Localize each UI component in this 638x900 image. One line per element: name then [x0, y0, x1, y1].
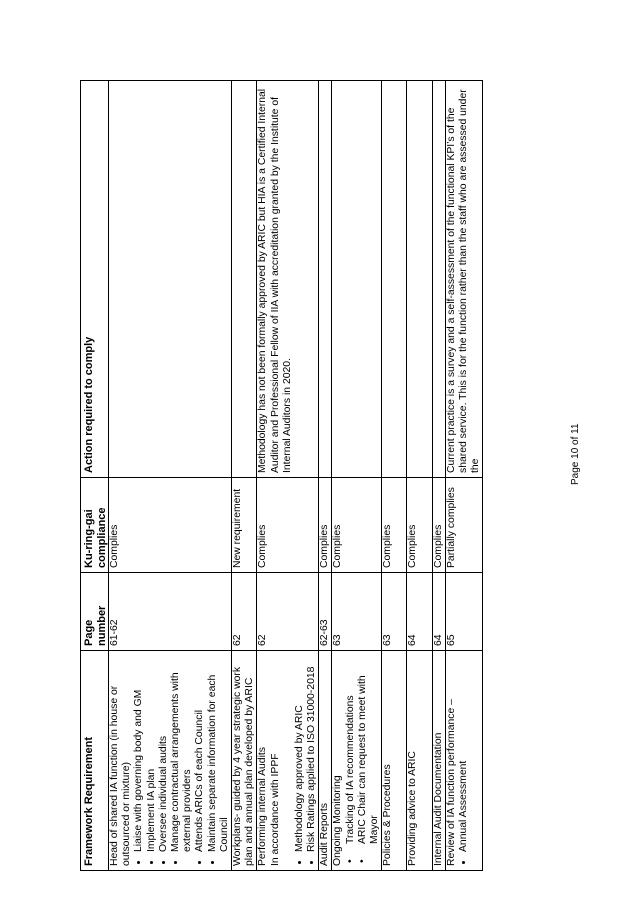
requirement-cell — [109, 651, 232, 871]
action-cell — [332, 81, 382, 478]
requirement-cell — [407, 651, 432, 871]
blank-line — [282, 655, 294, 866]
requirement-bullets — [345, 655, 382, 866]
table-row — [407, 81, 432, 871]
table-row — [445, 81, 483, 871]
action-cell — [319, 81, 332, 478]
compliance-cell: Complies — [319, 478, 332, 573]
action-cell: Current practice is a survey and a self-assessment of the functional KPI’s of the shared service. This is for the function rather than the staff who are assessed under the — [445, 81, 483, 478]
table-row — [232, 81, 257, 871]
action-cell — [232, 81, 257, 478]
action-cell: Methodology has not been formally approved by ARIC but HIA is a Certified Internal Auditor and Professional Fellow of IIA with accreditation granted by the Institute of Internal Auditors in 2020. — [257, 81, 319, 478]
compliance-cell: Complies — [257, 478, 319, 573]
compliance-cell: New requirement — [232, 478, 257, 573]
table-row — [257, 81, 319, 871]
list-item: • Oversee individual audits — [158, 655, 170, 852]
page-number-label: Page 10 of 11 — [570, 423, 581, 485]
requirement-text: Policies & Procedures — [382, 764, 394, 866]
action-cell — [109, 81, 232, 478]
list-item: • Manage contractual arrangements with external providers — [170, 655, 194, 852]
compliance-cell: Complies — [332, 478, 382, 573]
table-row — [432, 81, 445, 871]
table-row — [109, 81, 232, 871]
requirement-subtext: In accordance with IPPF — [269, 753, 281, 866]
table-row — [319, 81, 332, 871]
blank-line — [394, 655, 406, 866]
header-compliance: Ku-ring-gai compliance — [81, 478, 109, 573]
list-item: • Maintain separate information for each Council — [207, 655, 231, 852]
list-item: • Liaise with governing body and GM — [133, 655, 145, 852]
requirement-text: Ongoing Monitoring — [332, 775, 344, 866]
requirement-cell — [445, 651, 483, 871]
compliance-cell: Complies — [407, 478, 432, 573]
compliance-cell: Complies — [432, 478, 445, 573]
header-action-required: Action required to comply — [81, 81, 109, 478]
action-cell — [382, 81, 407, 478]
list-item: • Risk Ratings applied to ISO 31000-2018 — [306, 655, 318, 852]
requirement-cell: Audit Reports — [319, 651, 332, 871]
table-header-row — [81, 81, 109, 871]
action-cell — [432, 81, 445, 478]
requirement-text: Review of IA function performance – — [445, 699, 457, 866]
action-cell — [407, 81, 432, 478]
list-item: • Tracking of IA recommendations — [345, 655, 357, 866]
requirement-cell — [332, 651, 382, 871]
compliance-cell: Complies — [109, 478, 232, 573]
compliance-table — [80, 80, 483, 871]
compliance-cell: Complies — [382, 478, 407, 573]
requirement-bullets — [458, 655, 470, 866]
page-number-cell: 64 — [432, 573, 445, 651]
page-number-cell: 62-63 — [319, 573, 332, 651]
page-number-cell: 63 — [382, 573, 407, 651]
requirement-cell — [382, 651, 407, 871]
table-row — [332, 81, 382, 871]
requirement-cell — [257, 651, 319, 871]
requirement-text: Performing internal Audits — [257, 747, 269, 866]
table-row — [382, 81, 407, 871]
list-item: • Implement IA plan — [146, 655, 158, 852]
page-number-cell: 61-62 — [109, 573, 232, 651]
header-page-number: Page number — [81, 573, 109, 651]
requirement-text: Head of shared IA function (in house or outsourced or mixture) — [109, 685, 133, 866]
page-number-cell: 62 — [232, 573, 257, 651]
requirement-text: Providing advice to ARIC — [407, 751, 419, 866]
compliance-cell: Partially complies — [445, 478, 483, 573]
page-number-cell: 63 — [332, 573, 382, 651]
requirement-cell: Internal Audit Documentation — [432, 651, 445, 871]
list-item: • ARIC Chair can request to meet with Mayor — [357, 655, 381, 866]
requirement-bullets — [133, 655, 231, 866]
page-number-cell: 62 — [257, 573, 319, 651]
requirement-cell: Workplans- guided by 4 year strategic work plan and annual plan developed by ARIC — [232, 651, 257, 871]
page-footer — [570, 0, 590, 900]
header-framework-requirement: Framework Requirement — [81, 651, 109, 871]
list-item: • Attends ARICs of each Council — [194, 655, 206, 852]
requirement-bullets — [294, 655, 318, 866]
page-number-cell: 64 — [407, 573, 432, 651]
list-item: • Methodology approved by ARIC — [294, 655, 306, 852]
list-item: • Annual Assessment — [458, 655, 470, 852]
rotated-page-content — [80, 81, 520, 871]
blank-line — [420, 655, 432, 866]
page-number-cell: 65 — [445, 573, 483, 651]
